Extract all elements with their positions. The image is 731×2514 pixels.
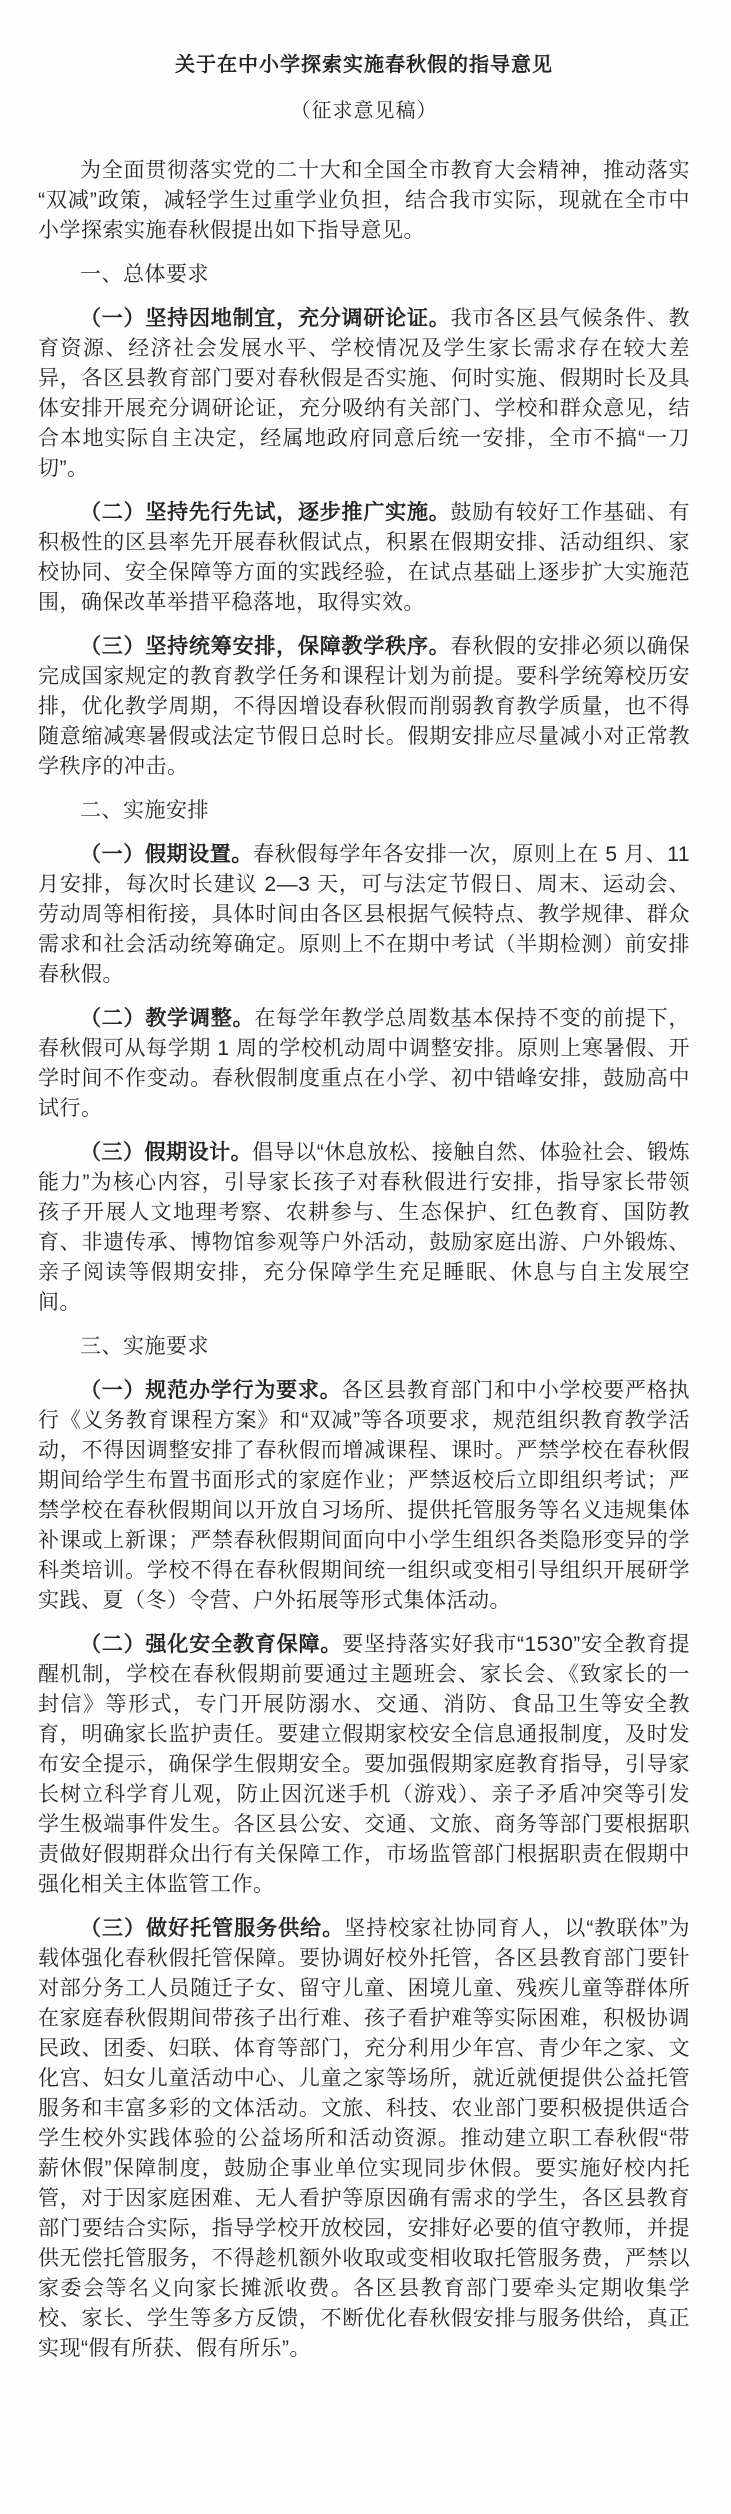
section-heading-1: 一、总体要求 — [80, 263, 209, 286]
paragraph-3-1-body: 各区县教育部门和中小学校要严格执行《义务教育课程方案》和“双减”等各项要求，规范组织教育教学活动，不得因调整安排了春秋假而增减课程、课时。严禁学校在春秋假期间给学生布置书面形式的家庭作业；严禁返校后立即组织考试；严禁学校在春秋假期间以开放自习场所、提供托管服务等名义违规集体补课或上新课；严禁春秋假期间面向中小学生组织各类隐形变异的学科类培训。学校不得在春秋假期间统一组织或变相引导组织开展研学实践、夏（冬）令营、户外拓展等形式集体活动。 — [38, 1379, 691, 1612]
paragraph-1-1-lead: （一）坚持因地制宜，充分调研论证。 — [80, 307, 451, 330]
paragraph-2-2-body: 在每学年教学总周数基本保持不变的前提下，春秋假可从每学期 1 周的学校机动周中调整安排。原则上寒暑假、开学时间不作变动。春秋假制度重点在小学、初中错峰安排，鼓励高中试行。 — [38, 1007, 691, 1120]
section-heading-2: 二、实施安排 — [80, 799, 209, 822]
paragraph-3-2-body: 要坚持落实好我市“1530”安全教育提醒机制，学校在春秋假期前要通过主题班会、家长会、《致家长的一封信》等形式，专门开展防溺水、交通、消防、食品卫生等安全教育，明确家长监护责任。要建立假期家校安全信息通报制度，及时发布安全提示，确保学生假期安全。要加强假期家庭教育指导，引导家长树立科学育儿观，防止因沉迷手机（游戏）、亲子矛盾冲突等引发学生极端事件发生。各区县公安、交通、文旅、商务等部门要根据职责做好假期群众出行有关保障工作，市场监管部门根据职责在假期中强化相关主体监管工作。 — [38, 1633, 691, 1896]
paragraph-1-2 — [38, 498, 690, 618]
paragraph-1-3 — [38, 632, 690, 782]
paragraph-1-2-body: 鼓励有较好工作基础、有积极性的区县率先开展春秋假试点，积累在假期安排、活动组织、家校协同、安全保障等方面的实践经验，在试点基础上逐步扩大实施范围，确保改革举措平稳落地，取得实效。 — [38, 501, 691, 614]
paragraph-3-1-lead: （一）规范办学行为要求。 — [80, 1379, 342, 1402]
paragraph-1-3-lead: （三）坚持统筹安排，保障教学秩序。 — [80, 635, 451, 658]
intro-paragraph: 为全面贯彻落实党的二十大和全国全市教育大会精神，推动落实“双减”政策，减轻学生过重学业负担，结合我市实际，现就在全市中小学探索实施春秋假提出如下指导意见。 — [38, 159, 690, 242]
paragraph-3-3-lead: （三）做好托管服务供给。 — [80, 1917, 345, 1940]
paragraph-1-1 — [38, 304, 690, 484]
paragraph-3-2 — [38, 1630, 690, 1900]
paragraph-2-1 — [38, 840, 690, 990]
paragraph-1-1-body: 我市各区县气候条件、教育资源、经济社会发展水平、学校情况及学生家长需求存在较大差异，各区县教育部门要对春秋假是否实施、何时实施、假期时长及具体安排开展充分调研论证，充分吸纳有关部门、学校和群众意见，结合本地实际自主决定，经属地政府同意后统一安排，全市不搞“一刀切”。 — [38, 307, 691, 480]
document-subtitle: （征求意见稿） — [290, 100, 438, 122]
paragraph-2-3 — [38, 1138, 690, 1318]
paragraph-1-2-lead: （二）坚持先行先试，逐步推广实施。 — [80, 501, 451, 524]
paragraph-3-2-lead: （二）强化安全教育保障。 — [80, 1633, 343, 1656]
paragraph-3-1 — [38, 1376, 690, 1616]
paragraph-2-1-lead: （一）假期设置。 — [80, 843, 253, 866]
paragraph-3-3 — [38, 1914, 690, 2364]
paragraph-2-3-lead: （三）假期设计。 — [80, 1141, 253, 1164]
paragraph-2-1-body: 春秋假每学年各安排一次，原则上在 5 月、11 月安排，每次时长建议 2—3 天，可与法定节假日、周末、运动会、劳动周等相衔接，具体时间由各区县根据气候特点、教学规律、群众需求和社会活动统筹确定。原则上不在期中考试（半期检测）前安排春秋假。 — [38, 843, 691, 986]
paragraph-3-3-body: 坚持校家社协同育人，以“教联体”为载体强化春秋假托管保障。要协调好校外托管，各区县教育部门要针对部分务工人员随迁子女、留守儿童、困境儿童、残疾儿童等群体所在家庭春秋假期间带孩子出行难、孩子看护难等实际困难，积极协调民政、团委、妇联、体育等部门，充分利用少年宫、青少年之家、文化宫、妇女儿童活动中心、儿童之家等场所，就近就便提供公益托管服务和丰富多彩的文体活动。文旅、科技、农业部门要积极提供适合学生校外实践体验的公益场所和活动资源。推动建立职工春秋假“带薪休假”保障制度，鼓励企事业单位实现同步休假。要实施好校内托管，对于因家庭困难、无人看护等原因确有需求的学生，各区县教育部门要结合实际，指导学校开放校园，安排好必要的值守教师，并提供无偿托管服务，不得趁机额外收取或变相收取托管服务费，严禁以家委会等名义向家长摊派收费。各区县教育部门要牵头定期收集学校、家长、学生等多方反馈，不断优化春秋假安排与服务供给，真正实现“假有所获、假有所乐”。 — [38, 1917, 690, 2360]
paragraph-1-3-body: 春秋假的安排必须以确保完成国家规定的教育教学任务和课程计划为前提。要科学统筹校历安排，优化教学周期，不得因增设春秋假而削弱教育教学质量，也不得随意缩减寒暑假或法定节假日总时长。假期安排应尽量减小对正常教学秩序的冲击。 — [38, 635, 691, 778]
paragraph-2-2-lead: （二）教学调整。 — [80, 1007, 255, 1030]
paragraph-2-3-body: 倡导以“休息放松、接触自然、体验社会、锻炼能力”为核心内容，引导家长孩子对春秋假进行安排，指导家长带领孩子开展人文地理考察、农耕参与、生态保护、红色教育、国防教育、非遗传承、博物馆参观等户外活动，鼓励家庭出游、户外锻炼、亲子阅读等假期安排，充分保障学生充足睡眠、休息与自主发展空间。 — [38, 1141, 691, 1314]
section-heading-3: 三、实施要求 — [80, 1335, 209, 1358]
paragraph-2-2 — [38, 1004, 690, 1124]
document-title: 关于在中小学探索实施春秋假的指导意见 — [175, 54, 553, 76]
